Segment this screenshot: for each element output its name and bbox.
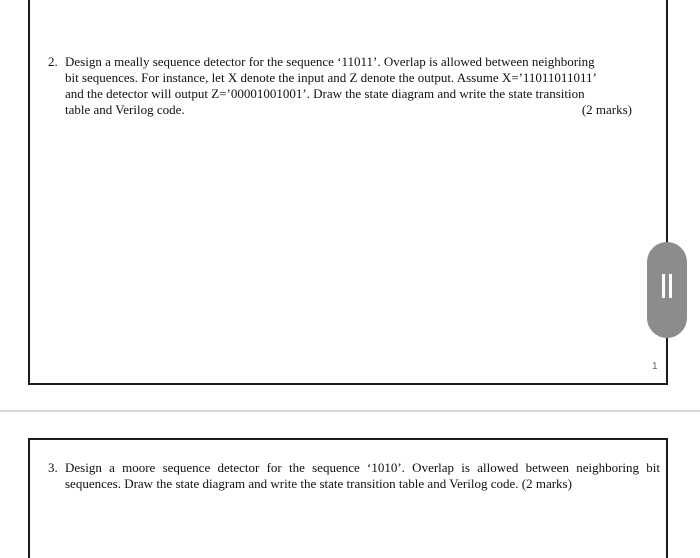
question-2-marks: (2 marks): [581, 102, 632, 117]
question-2-line-2: bit sequences. For instance, let X denote the input and Z denote the output. Assume X=’11011011011’: [65, 70, 597, 85]
question-3-number: 3.: [48, 460, 58, 475]
scroll-handle[interactable]: [647, 242, 687, 338]
document-page-2: [28, 438, 668, 558]
question-2-line-3: and the detector will output Z=’00001001001’. Draw the state diagram and write the state transition: [65, 86, 585, 101]
question-3: [48, 460, 660, 492]
grip-right-icon: [669, 274, 672, 298]
page-number: 1: [652, 361, 658, 372]
question-2-number: 2.: [48, 54, 58, 69]
question-3-text: Design a moore sequence detector for the sequence ‘1010’. Overlap is allowed between neighboring bit sequences. Draw the state diagram and write the state transition table and Verilog code. (2 marks): [65, 460, 660, 491]
page-separator: [0, 410, 700, 412]
grip-left-icon: [662, 274, 665, 298]
question-2-line-4: table and Verilog code.: [65, 102, 185, 117]
question-2: [48, 54, 660, 118]
document-page-1: [28, 0, 668, 385]
question-2-line-1: Design a meally sequence detector for the sequence ‘11011’. Overlap is allowed between neighboring: [65, 54, 595, 69]
question-2-last-line: [65, 102, 660, 118]
